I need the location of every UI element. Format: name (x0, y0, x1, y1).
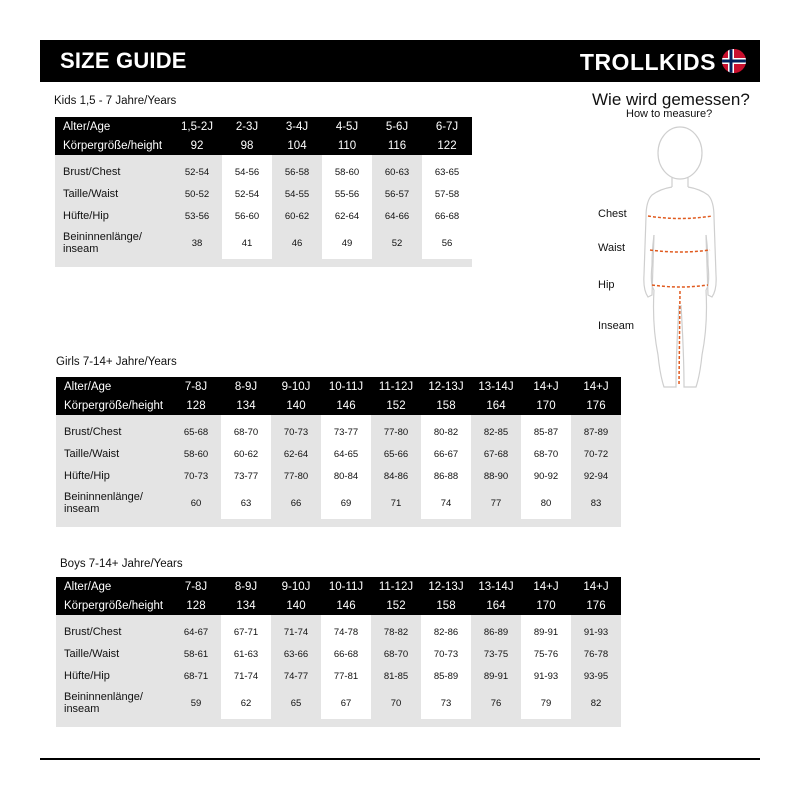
size-value-cell: 66-67 (421, 443, 471, 465)
size-value-cell: 41 (222, 227, 272, 259)
size-value-cell: 67-71 (221, 621, 271, 643)
size-value-cell: 52 (372, 227, 422, 259)
age-cell: 9-10J (271, 377, 321, 396)
table-row (56, 687, 621, 719)
size-value-cell: 59 (171, 687, 221, 719)
height-cell: 128 (171, 396, 221, 415)
table-row (55, 183, 472, 205)
size-value-cell: 58-60 (171, 443, 221, 465)
age-cell: 1,5-2J (172, 117, 222, 136)
height-cell: 140 (271, 396, 321, 415)
table-row (56, 665, 621, 687)
size-value-cell: 70 (371, 687, 421, 719)
age-cell: 13-14J (471, 577, 521, 596)
size-value-cell: 52-54 (222, 183, 272, 205)
height-cell: 134 (221, 396, 271, 415)
measure-label: Taille/Waist (56, 443, 171, 465)
size-value-cell: 62-64 (271, 443, 321, 465)
size-value-cell: 76 (471, 687, 521, 719)
size-value-cell: 80-82 (421, 421, 471, 443)
measure-title: Wie wird gemessen? (592, 90, 750, 109)
size-value-cell: 70-73 (421, 643, 471, 665)
size-value-cell: 77-80 (371, 421, 421, 443)
size-value-cell: 92-94 (571, 465, 621, 487)
size-value-cell: 68-70 (371, 643, 421, 665)
size-value-cell: 67 (321, 687, 371, 719)
size-value-cell: 66-68 (321, 643, 371, 665)
height-cell: 104 (272, 136, 322, 155)
size-value-cell: 60 (171, 487, 221, 519)
size-value-cell: 87-89 (571, 421, 621, 443)
size-value-cell: 60-62 (272, 205, 322, 227)
age-cell: 12-13J (421, 577, 471, 596)
header-bar (40, 40, 760, 82)
size-value-cell: 71-74 (221, 665, 271, 687)
size-value-cell: 70-73 (171, 465, 221, 487)
height-cell: 98 (222, 136, 272, 155)
age-cell: 13-14J (471, 377, 521, 396)
size-value-cell: 38 (172, 227, 222, 259)
size-value-cell: 77-80 (271, 465, 321, 487)
size-value-cell: 68-71 (171, 665, 221, 687)
size-value-cell: 82-85 (471, 421, 521, 443)
size-value-cell: 64-65 (321, 443, 371, 465)
table-row (56, 443, 621, 465)
height-cell: 170 (521, 396, 571, 415)
body-figure-icon (630, 125, 730, 395)
girls-size-table (56, 377, 621, 527)
header-label: Körpergröße/height (56, 396, 171, 415)
size-value-cell: 85-89 (421, 665, 471, 687)
age-cell: 2-3J (222, 117, 272, 136)
size-value-cell: 78-82 (371, 621, 421, 643)
waist-label: Waist (598, 242, 626, 254)
height-cell: 122 (422, 136, 472, 155)
size-value-cell: 58-60 (322, 161, 372, 183)
size-value-cell: 66 (271, 487, 321, 519)
header-label: Alter/Age (56, 577, 171, 596)
height-cell: 152 (371, 596, 421, 615)
age-cell: 7-8J (171, 377, 221, 396)
measure-label: Taille/Waist (55, 183, 172, 205)
table-row (56, 621, 621, 643)
size-value-cell: 91-93 (521, 665, 571, 687)
age-cell: 10-11J (321, 377, 371, 396)
size-value-cell: 80-84 (321, 465, 371, 487)
size-value-cell: 73-77 (221, 465, 271, 487)
brand-logo: TROLLKIDS (579, 49, 716, 75)
header-label: Körpergröße/height (56, 596, 171, 615)
height-cell: 164 (471, 596, 521, 615)
age-cell: 10-11J (321, 577, 371, 596)
kids-size-table (55, 117, 472, 267)
size-value-cell: 50-52 (172, 183, 222, 205)
size-value-cell: 83 (571, 487, 621, 519)
size-value-cell: 62 (221, 687, 271, 719)
size-value-cell: 46 (272, 227, 322, 259)
table-row (56, 643, 621, 665)
chest-label: Chest (598, 208, 627, 220)
age-cell: 9-10J (271, 577, 321, 596)
size-value-cell: 82-86 (421, 621, 471, 643)
height-cell: 176 (571, 596, 621, 615)
table-row (56, 421, 621, 443)
height-cell: 116 (372, 136, 422, 155)
age-cell: 14+J (571, 377, 621, 396)
size-value-cell: 65-66 (371, 443, 421, 465)
size-value-cell: 64-66 (372, 205, 422, 227)
age-cell: 6-7J (422, 117, 472, 136)
table-row (55, 205, 472, 227)
size-value-cell: 88-90 (471, 465, 521, 487)
size-value-cell: 68-70 (521, 443, 571, 465)
size-value-cell: 55-56 (322, 183, 372, 205)
size-value-cell: 56-58 (272, 161, 322, 183)
size-value-cell: 63 (221, 487, 271, 519)
height-cell: 110 (322, 136, 372, 155)
size-value-cell: 53-56 (172, 205, 222, 227)
size-value-cell: 73 (421, 687, 471, 719)
size-value-cell: 60-63 (372, 161, 422, 183)
size-value-cell: 70-73 (271, 421, 321, 443)
size-value-cell: 54-55 (272, 183, 322, 205)
measure-label: Brust/Chest (56, 621, 171, 643)
header-label: Alter/Age (56, 377, 171, 396)
table-row (55, 227, 472, 259)
height-cell: 176 (571, 396, 621, 415)
bottom-divider (40, 758, 760, 760)
size-value-cell: 90-92 (521, 465, 571, 487)
size-value-cell: 52-54 (172, 161, 222, 183)
size-value-cell: 68-70 (221, 421, 271, 443)
size-value-cell: 58-61 (171, 643, 221, 665)
size-value-cell: 64-67 (171, 621, 221, 643)
height-cell: 164 (471, 396, 521, 415)
size-value-cell: 86-88 (421, 465, 471, 487)
age-cell: 14+J (521, 377, 571, 396)
measure-label: Beininnenlänge/ inseam (55, 227, 172, 259)
size-value-cell: 62-64 (322, 205, 372, 227)
size-value-cell: 77-81 (321, 665, 371, 687)
header-label: Alter/Age (55, 117, 172, 136)
size-value-cell: 65 (271, 687, 321, 719)
measure-label: Hüfte/Hip (56, 465, 171, 487)
height-cell: 170 (521, 596, 571, 615)
size-value-cell: 79 (521, 687, 571, 719)
size-value-cell: 73-75 (471, 643, 521, 665)
size-value-cell: 49 (322, 227, 372, 259)
size-value-cell: 66-68 (422, 205, 472, 227)
measure-label: Brust/Chest (56, 421, 171, 443)
table-row (56, 465, 621, 487)
age-cell: 8-9J (221, 377, 271, 396)
size-value-cell: 93-95 (571, 665, 621, 687)
size-value-cell: 91-93 (571, 621, 621, 643)
boys-size-table (56, 577, 621, 727)
height-cell: 152 (371, 396, 421, 415)
size-value-cell: 71 (371, 487, 421, 519)
size-value-cell: 69 (321, 487, 371, 519)
header-label: Körpergröße/height (55, 136, 172, 155)
size-value-cell: 74 (421, 487, 471, 519)
size-value-cell: 71-74 (271, 621, 321, 643)
measure-label: Brust/Chest (55, 161, 172, 183)
size-value-cell: 82 (571, 687, 621, 719)
size-value-cell: 76-78 (571, 643, 621, 665)
height-cell: 158 (421, 396, 471, 415)
size-value-cell: 67-68 (471, 443, 521, 465)
size-value-cell: 61-63 (221, 643, 271, 665)
height-cell: 134 (221, 596, 271, 615)
boys-section-title: Boys 7-14+ Jahre/Years (60, 558, 183, 570)
measure-label: Hüfte/Hip (56, 665, 171, 687)
height-cell: 140 (271, 596, 321, 615)
size-value-cell: 89-91 (471, 665, 521, 687)
kids-section-title: Kids 1,5 - 7 Jahre/Years (54, 95, 177, 107)
age-cell: 5-6J (372, 117, 422, 136)
height-cell: 92 (172, 136, 222, 155)
age-cell: 4-5J (322, 117, 372, 136)
size-value-cell: 77 (471, 487, 521, 519)
hip-label: Hip (598, 279, 615, 291)
measure-subtitle: How to measure? (626, 108, 713, 120)
measure-label: Beininnenlänge/ inseam (56, 687, 171, 719)
size-value-cell: 73-77 (321, 421, 371, 443)
age-cell: 8-9J (221, 577, 271, 596)
age-cell: 11-12J (371, 577, 421, 596)
height-cell: 158 (421, 596, 471, 615)
age-cell: 14+J (571, 577, 621, 596)
inseam-label: Inseam (598, 320, 635, 332)
size-value-cell: 63-65 (422, 161, 472, 183)
size-value-cell: 75-76 (521, 643, 571, 665)
age-cell: 7-8J (171, 577, 221, 596)
height-cell: 128 (171, 596, 221, 615)
size-value-cell: 65-68 (171, 421, 221, 443)
measure-label: Hüfte/Hip (55, 205, 172, 227)
size-value-cell: 54-56 (222, 161, 272, 183)
size-value-cell: 57-58 (422, 183, 472, 205)
measure-label: Beininnenlänge/ inseam (56, 487, 171, 519)
size-value-cell: 60-62 (221, 443, 271, 465)
age-cell: 14+J (521, 577, 571, 596)
table-row (56, 487, 621, 519)
size-value-cell: 56-57 (372, 183, 422, 205)
size-value-cell: 89-91 (521, 621, 571, 643)
age-cell: 12-13J (421, 377, 471, 396)
size-value-cell: 74-78 (321, 621, 371, 643)
height-cell: 146 (321, 596, 371, 615)
size-value-cell: 85-87 (521, 421, 571, 443)
age-cell: 11-12J (371, 377, 421, 396)
size-value-cell: 56 (422, 227, 472, 259)
table-row (55, 161, 472, 183)
size-value-cell: 56-60 (222, 205, 272, 227)
girls-section-title: Girls 7-14+ Jahre/Years (56, 356, 177, 368)
measure-label: Taille/Waist (56, 643, 171, 665)
page-title: SIZE GUIDE (60, 48, 187, 73)
age-cell: 3-4J (272, 117, 322, 136)
size-value-cell: 70-72 (571, 443, 621, 465)
size-value-cell: 63-66 (271, 643, 321, 665)
size-value-cell: 74-77 (271, 665, 321, 687)
size-value-cell: 81-85 (371, 665, 421, 687)
height-cell: 146 (321, 396, 371, 415)
size-value-cell: 84-86 (371, 465, 421, 487)
size-value-cell: 86-89 (471, 621, 521, 643)
size-value-cell: 80 (521, 487, 571, 519)
norway-flag-icon (722, 49, 746, 73)
